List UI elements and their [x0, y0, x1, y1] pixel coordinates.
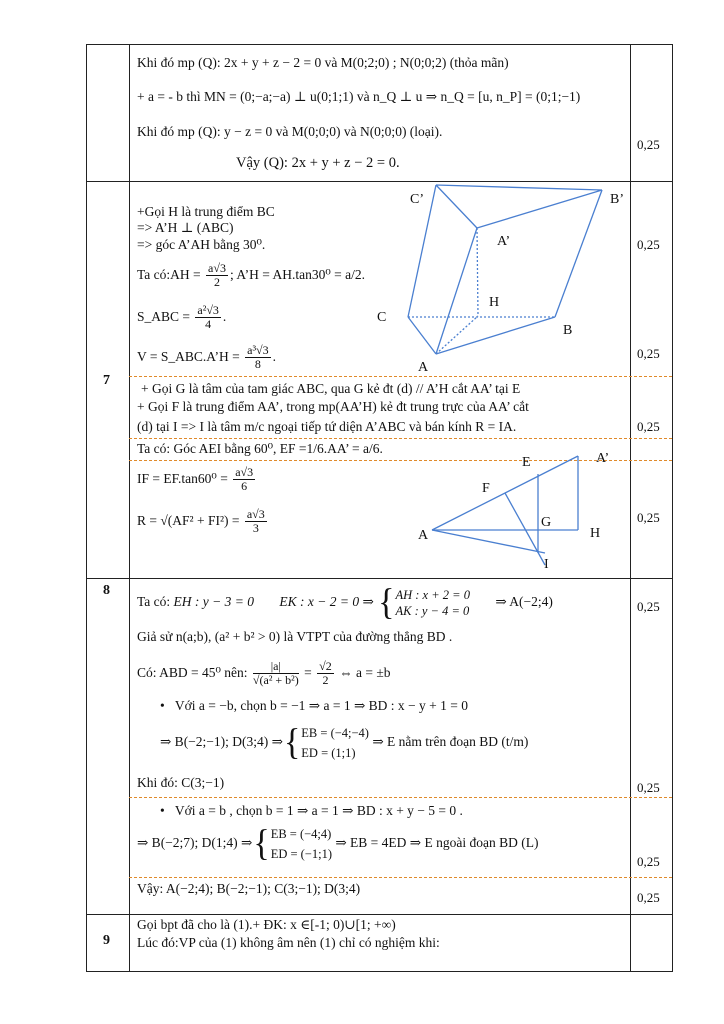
b8-l5: ⇒ B(−2;−1); D(3;4) ⇒{ EB = (−4;−4) ED = (1;1) ⇒ E nằm trên đoạn BD (t/m)	[160, 722, 529, 763]
b7-a4-suffix: ; A’H = AH.tan30⁰ = a/2.	[229, 267, 365, 282]
fig1-label-a: A	[418, 360, 429, 375]
question-number-9: 9	[103, 933, 110, 948]
fig1-label-c1: C’	[410, 192, 424, 207]
b8-l3-prefix: Có: ABD = 45⁰ nên:	[137, 665, 251, 680]
row-divider-6-7	[86, 181, 673, 182]
fig2-label-a1: A’	[596, 451, 610, 466]
table-col-divider	[129, 44, 130, 972]
b7-c2	[137, 465, 257, 493]
b8-l6: Khi đó: C(3;−1)	[137, 775, 225, 790]
dashed-separator	[129, 438, 672, 439]
b9-l1: Gọi bpt đã cho là (1).+ ĐK: x ∈[-1; 0)∪[1; +∞)	[137, 917, 396, 932]
b7-b2: + Gọi F là trung điểm AA’, trong mp(AA’H) kẻ đt trung trực của AA’ cắt	[137, 399, 529, 414]
b8-l3-num2: √2	[319, 659, 332, 674]
b7-c3	[137, 507, 269, 535]
b7-a4-fraction	[206, 262, 228, 289]
b8-l3-fraction-2	[317, 660, 334, 687]
b7-a5-num: a²√3	[197, 303, 219, 318]
b7-a4-prefix: Ta có:AH =	[137, 267, 205, 282]
edge-a1-h-hidden	[477, 228, 478, 316]
fig1-label-h: H	[489, 295, 500, 310]
fig2-label-e: E	[522, 455, 531, 470]
b7-a2: => A’H ⊥ (ABC)	[137, 220, 234, 235]
b8-l1: Ta có: EH : y − 3 = 0 EK : x − 2 = 0 ⇒ { AH : x + 2 = 0 AK : y − 4 = 0 ⇒ A(−2;4)	[137, 582, 553, 623]
b8-l5-prefix: ⇒ B(−2;−1); D(3;4) ⇒	[160, 734, 283, 749]
b7-c3-den: 3	[252, 521, 259, 536]
b8-l8-sys2: ED = (−1;1)	[270, 846, 332, 861]
b8-l1-prefix: Ta có:	[137, 594, 174, 609]
b8-l4: • Với a = −b, chọn b = −1 ⇒ a = 1 ⇒ BD : x − y + 1 = 0	[160, 698, 469, 713]
b7-c2-prefix: IF = EF.tan60⁰ =	[137, 471, 232, 486]
b8-l1-ek: EK : x − 2 = 0 ⇒	[279, 594, 374, 609]
b8-l5-sys2: ED = (1;1)	[301, 745, 356, 760]
b7-score-1: 0,25	[637, 237, 660, 252]
fig1-label-a1: A’	[497, 234, 511, 249]
b8-l5-suffix: ⇒ E nằm trên đoạn BD (t/m)	[372, 734, 529, 749]
b8-l1-eh: EH : y − 3 = 0	[173, 594, 254, 609]
b8-l1-result: ⇒ A(−2;4)	[495, 594, 553, 609]
edge-a-a1	[436, 228, 477, 354]
row-divider-8-9	[86, 914, 673, 915]
b8-l5-system	[301, 725, 369, 761]
b7-c1: Ta có: Góc AEI bằng 60⁰, EF =1/6.AA’ = a/6.	[137, 441, 383, 456]
b7-a5-prefix: S_ABC =	[137, 309, 194, 324]
b6-score: 0,25	[637, 137, 660, 152]
edge-a-h-hidden	[436, 316, 478, 354]
b6-line-1: Khi đó mp (Q): 2x + y + z − 2 = 0 và M(0;2;0) ; N(0;0;2) (thỏa mãn)	[137, 55, 509, 70]
b7-a4-num: a√3	[208, 261, 226, 276]
b7-a5-fraction	[195, 304, 221, 331]
table-left-border	[86, 44, 87, 972]
b8-l1-sys1: AH : x + 2 = 0	[395, 587, 470, 602]
b7-c3-num: a√3	[246, 507, 265, 522]
edge-f-i	[505, 493, 545, 565]
table-right-border	[672, 44, 673, 972]
b7-score-3: 0,25	[637, 419, 660, 434]
bullet-icon: •	[160, 803, 165, 818]
b8-l8: ⇒ B(−2;7); D(1;4) ⇒{ EB = (−4;4) ED = (−1;1) ⇒ EB = 4ED ⇒ E ngoài đoạn BD (L)	[137, 823, 539, 864]
fig2-label-f: F	[482, 481, 490, 496]
b8-l8-suffix: ⇒ EB = 4ED ⇒ E ngoài đoạn BD (L)	[335, 835, 539, 850]
b8-l1-system	[395, 587, 470, 619]
b7-a6-den: 8	[254, 357, 261, 372]
b8-l8-system	[271, 826, 332, 862]
edge-c1-a1	[436, 185, 477, 228]
b7-a5-den: 4	[205, 317, 212, 332]
b8-l2: Giả sử n(a;b), (a² + b² > 0) là VTPT của đường thẳng BD .	[137, 629, 453, 644]
b8-l9: Vậy: A(−2;4); B(−2;−1); C(3;−1); D(3;4)	[137, 881, 361, 896]
b8-score-4: 0,25	[637, 890, 660, 905]
b6-line-4: Vậy (Q): 2x + y + z − 2 = 0.	[236, 155, 400, 171]
edge-c1-b1	[436, 185, 602, 190]
b8-l3-den2: 2	[322, 673, 329, 688]
b8-l8-prefix: ⇒ B(−2;7); D(1;4) ⇒	[137, 835, 253, 850]
table-score-divider	[630, 44, 631, 972]
dashed-separator	[129, 797, 672, 798]
b8-l3-num: |a|	[253, 660, 299, 674]
b7-a4	[137, 261, 365, 289]
b7-a6-fraction	[245, 344, 271, 371]
dashed-separator	[129, 877, 672, 878]
b8-l3-fraction-1	[253, 660, 299, 687]
row-divider-7-8	[86, 578, 673, 579]
fig1-label-b1: B’	[610, 192, 624, 207]
dashed-separator	[129, 376, 672, 377]
fig1-label-b: B	[563, 323, 573, 338]
b8-l3-suffix: ⇔ a = ±b	[335, 665, 391, 680]
edge-a-b	[436, 317, 555, 354]
b8-score-2: 0,25	[637, 780, 660, 795]
question-number-7: 7	[103, 373, 110, 388]
b7-score-2: 0,25	[637, 346, 660, 361]
b8-l3: Có: ABD = 45⁰ nên: $\frac{|a|}{\text{√(a² + b²)}}$ = $\frac{√2}{2}$ ⇔ a = ±b	[137, 659, 391, 688]
b8-score-1: 0,25	[637, 599, 660, 614]
table-top-border	[86, 44, 673, 45]
b8-l7: • Với a = b , chọn b = 1 ⇒ a = 1 ⇒ BD : x + y − 5 = 0 .	[160, 803, 463, 818]
b7-a3: => góc A’AH bằng 30⁰.	[137, 237, 266, 252]
b8-l8-sys1: EB = (−4;4)	[270, 826, 332, 841]
edge-a-i	[432, 530, 545, 553]
b7-a6-prefix: V = S_ABC.A’H =	[137, 349, 244, 364]
bullet-icon: •	[160, 698, 165, 713]
b7-a4-den: 2	[213, 275, 220, 290]
b7-a1: +Gọi H là trung điểm BC	[137, 204, 275, 219]
b8-score-3: 0,25	[637, 854, 660, 869]
fig1-label-c: C	[377, 310, 387, 325]
b7-a6-num: a³√3	[247, 343, 269, 358]
b9-l2: Lúc đó:VP của (1) không âm nên (1) chỉ có nghiệm khi:	[137, 935, 440, 950]
edge-a1-b1	[477, 190, 602, 228]
b7-c3-fraction	[245, 508, 267, 535]
fig2-label-a: A	[418, 528, 429, 543]
edge-b1-b	[555, 190, 602, 317]
edge-c-a	[408, 317, 436, 354]
b7-c3-prefix: R = √(AF² + FI²) =	[137, 513, 243, 528]
fig2-label-i: I	[544, 557, 549, 572]
b7-a5: S_ABC = $\frac{\text{a²√3}}{4}$ .	[137, 303, 227, 332]
edge-a-a1	[432, 456, 578, 530]
b7-c2-num: a√3	[235, 465, 254, 480]
fig2-label-g: G	[541, 515, 552, 530]
b6-line-3: Khi đó mp (Q): y − z = 0 và M(0;0;0) và N(0;0;0) (loại).	[137, 124, 443, 139]
dashed-separator	[129, 460, 672, 461]
b7-b3: (d) tại I => I là tâm m/c ngoại tiếp tứ diện A’ABC và bán kính R = IA.	[137, 419, 517, 434]
table-bottom-border	[86, 971, 673, 972]
b7-score-4: 0,25	[637, 510, 660, 525]
b8-l3-den: √(a² + b²)	[252, 673, 299, 688]
question-number-8: 8	[103, 583, 110, 598]
b8-l5-sys1: EB = (−4;−4)	[301, 725, 369, 740]
b7-c2-fraction	[233, 466, 255, 493]
b7-b1: + Gọi G là tâm của tam giác ABC, qua G kẻ đt (d) // A’H cắt AA’ tại E	[141, 381, 521, 396]
fig2-label-h: H	[590, 526, 601, 541]
b7-a6: V = S_ABC.A’H = $\frac{\text{a³√3}}{8}$ .	[137, 343, 277, 372]
b7-c2-den: 6	[241, 479, 248, 494]
b6-line-2: + a = - b thì MN = (0;−a;−a) ⊥ u(0;1;1) và n_Q ⊥ u ⇒ n_Q = [u, n_P] = (0;1;−1)	[137, 89, 581, 104]
b8-l1-sys2: AK : y − 4 = 0	[395, 603, 470, 618]
